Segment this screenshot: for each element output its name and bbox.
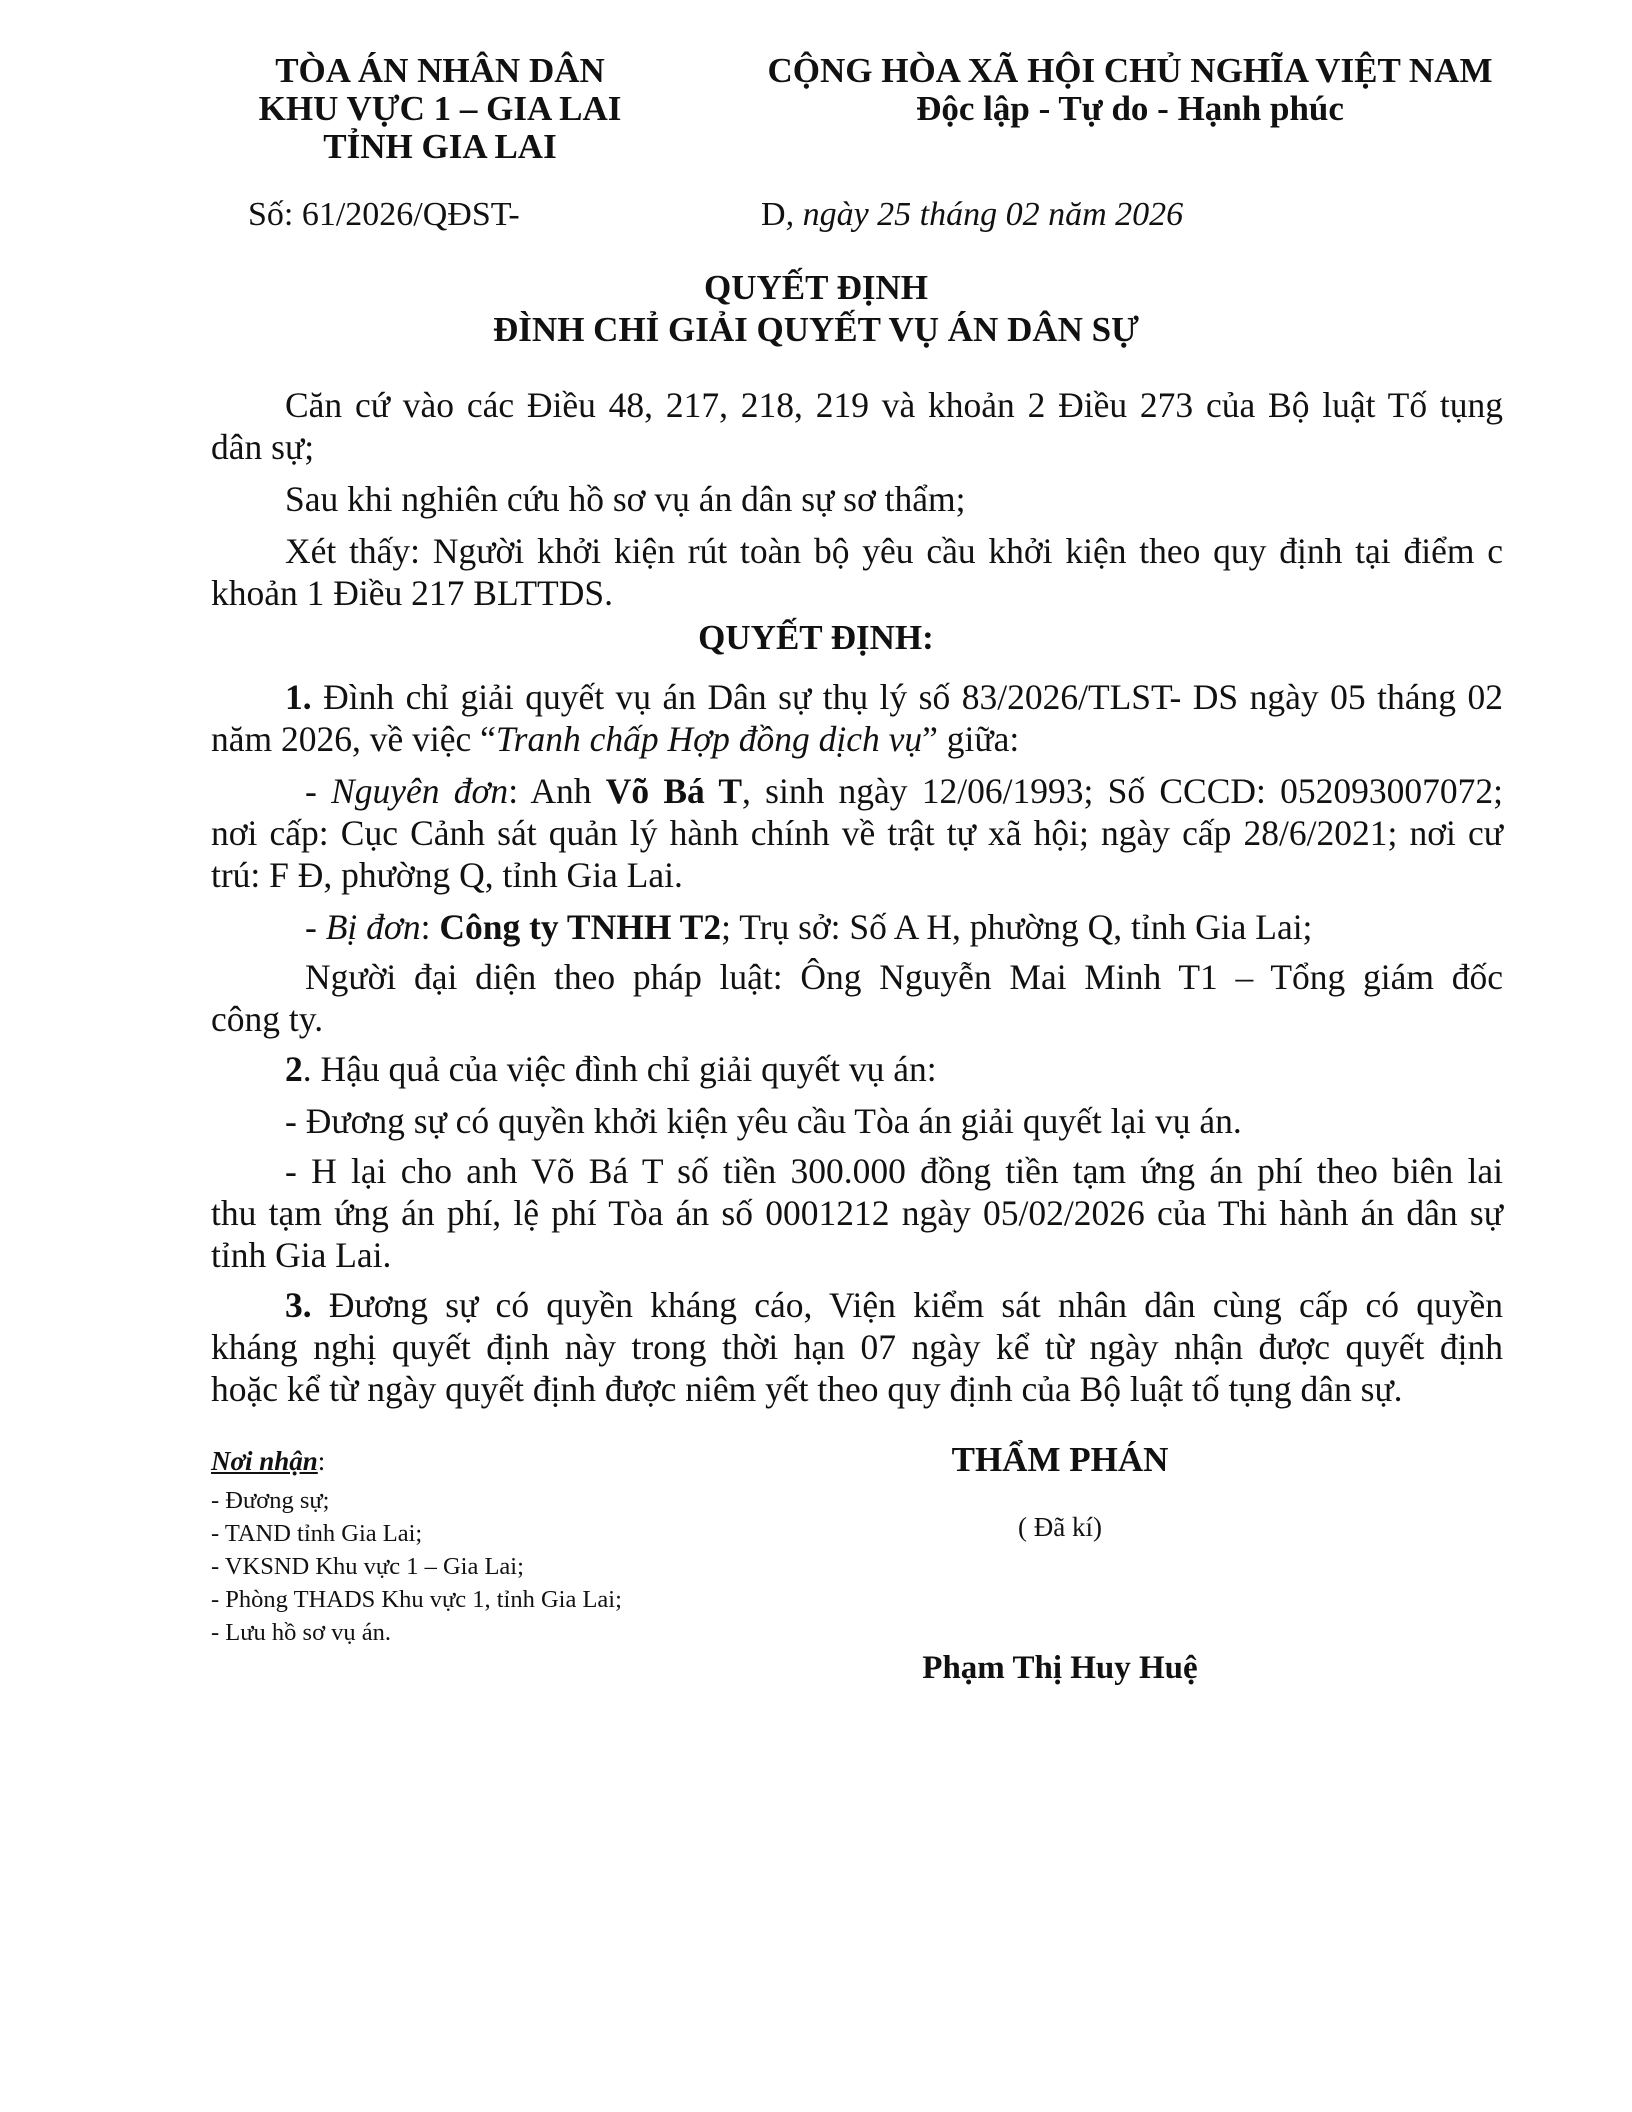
recipient-item: - TAND tỉnh Gia Lai; <box>211 1520 423 1547</box>
place-name: D <box>761 196 786 233</box>
recipient-item: - VKSND Khu vực 1 – Gia Lai; <box>211 1553 524 1580</box>
item-2-line-4: tỉnh Gia Lai. <box>211 1235 392 1275</box>
finding-line-1: Xét thấy: Người khởi kiện rút toàn bộ yêu cầu khởi kiện theo quy định tại điểm c <box>285 531 1503 571</box>
recipient-item: - Phòng THADS Khu vực 1, tỉnh Gia Lai; <box>211 1586 622 1613</box>
recipient-item: - Lưu hồ sơ vụ án. <box>211 1619 392 1646</box>
plaintiff-line-2: nơi cấp: Cục Cảnh sát quản lý hành chính về trật tự xã hội; ngày cấp 28/6/2021; nơi cư <box>211 813 1503 853</box>
issue-date: , ngày 25 tháng 02 năm 2026 <box>785 196 1184 233</box>
plaintiff-line-3: trú: F Đ, phường Q, tỉnh Gia Lai. <box>211 855 683 895</box>
recipients-label <box>211 1446 325 1477</box>
item-3-text: Đương sự có quyền kháng cáo, Viện kiểm sát nhân dân cùng cấp có quyền <box>328 1285 1504 1325</box>
signed-note: ( Đã kí) <box>1018 1512 1102 1542</box>
defendant-label: Bị đơn <box>325 907 421 947</box>
item-3-number: 3. <box>285 1285 312 1325</box>
item-3-line-1 <box>285 1284 1503 1326</box>
item-2-line-2: - H lại cho anh Võ Bá T số tiền 300.000 đồng tiền tạm ứng án phí theo biên lai <box>285 1151 1503 1191</box>
document-title: QUYẾT ĐỊNH <box>704 268 928 307</box>
document-subtitle: ĐÌNH CHỈ GIẢI QUYẾT VỤ ÁN DÂN SỰ <box>493 310 1139 349</box>
defendant-address: ; Trụ sở: Số A H, phường Q, tỉnh Gia Lai; <box>721 907 1313 947</box>
item-1-case-prefix: năm 2026, về việc “ <box>211 719 496 759</box>
recipients-colon: : <box>317 1446 326 1476</box>
item-1-text: Đình chỉ giải quyết vụ án Dân sự thụ lý số 83/2026/TLST- DS ngày 05 tháng 02 <box>323 677 1503 717</box>
signer-name: Phạm Thị Huy Huệ <box>922 1650 1198 1686</box>
plaintiff-prefix: : Anh <box>508 771 606 811</box>
national-motto <box>690 52 1570 128</box>
representative-line-2: công ty. <box>211 999 324 1039</box>
case-subject: Tranh chấp Hợp đồng dịch vụ <box>495 719 923 759</box>
nation-line-2: Độc lập - Tự do - Hạnh phúc <box>916 89 1344 128</box>
item-1-line-1 <box>285 676 1503 718</box>
court-name <box>190 52 690 166</box>
document-number: Số: 61/2026/QĐST- <box>248 196 520 233</box>
recipients-label-text: Nơi nhận <box>211 1446 318 1476</box>
recipients-list <box>211 1484 622 1649</box>
item-3-line-2: kháng nghị quyết định này trong thời hạn 07 ngày kể từ ngày nhận được quyết định <box>211 1327 1503 1367</box>
place-date <box>761 196 1183 234</box>
defendant-prefix: : <box>420 907 440 947</box>
plaintiff-label: Nguyên đơn <box>331 771 509 811</box>
plaintiff-line-1 <box>305 770 1503 812</box>
item-3-line-3: hoặc kể từ ngày quyết định được niêm yết theo quy định của Bộ luật tố tụng dân sự. <box>211 1369 1403 1409</box>
plaintiff-dash: - <box>305 771 332 811</box>
item-1-case-suffix: ” giữa: <box>922 719 1020 759</box>
court-line-2: KHU VỰC 1 – GIA LAI <box>258 89 622 128</box>
decision-heading: QUYẾT ĐỊNH: <box>698 618 934 657</box>
item-2-line-1: - Đương sự có quyền khởi kiện yêu cầu Tòa án giải quyết lại vụ án. <box>285 1101 1242 1141</box>
legal-basis-line-2: dân sự; <box>211 427 315 467</box>
item-2-line-3: thu tạm ứng án phí, lệ phí Tòa án số 0001212 ngày 05/02/2026 của Thi hành án dân sự <box>211 1193 1503 1233</box>
item-1-line-2 <box>211 718 1019 760</box>
representative-line-1: Người đại diện theo pháp luật: Ông Nguyễn Mai Minh T1 – Tổng giám đốc <box>305 957 1503 997</box>
item-2-number: 2 <box>285 1049 303 1089</box>
defendant-line <box>305 906 1312 948</box>
signer-title: THẨM PHÁN <box>951 1440 1169 1479</box>
court-line-3: TỈNH GIA LAI <box>323 127 557 166</box>
court-line-1: TÒA ÁN NHÂN DÂN <box>275 51 605 90</box>
nation-line-1: CỘNG HÒA XÃ HỘI CHỦ NGHĨA VIỆT NAM <box>767 51 1493 90</box>
item-2-heading <box>285 1048 937 1090</box>
plaintiff-details: , sinh ngày 12/06/1993; Số CCCD: 052093007072; <box>742 771 1503 811</box>
item-1-number: 1. <box>285 677 312 717</box>
research-statement: Sau khi nghiên cứu hồ sơ vụ án dân sự sơ thẩm; <box>285 479 966 519</box>
finding-line-2: khoản 1 Điều 217 BLTTDS. <box>211 573 613 613</box>
recipient-item: - Đương sự; <box>211 1487 330 1514</box>
item-2-heading-text: . Hậu quả của việc đình chỉ giải quyết vụ án: <box>302 1049 937 1089</box>
defendant-dash: - <box>305 907 326 947</box>
defendant-name: Công ty TNHH T2 <box>439 907 722 947</box>
plaintiff-name: Võ Bá T <box>605 771 743 811</box>
legal-basis-line-1: Căn cứ vào các Điều 48, 217, 218, 219 và khoản 2 Điều 273 của Bộ luật Tố tụng <box>285 385 1503 425</box>
